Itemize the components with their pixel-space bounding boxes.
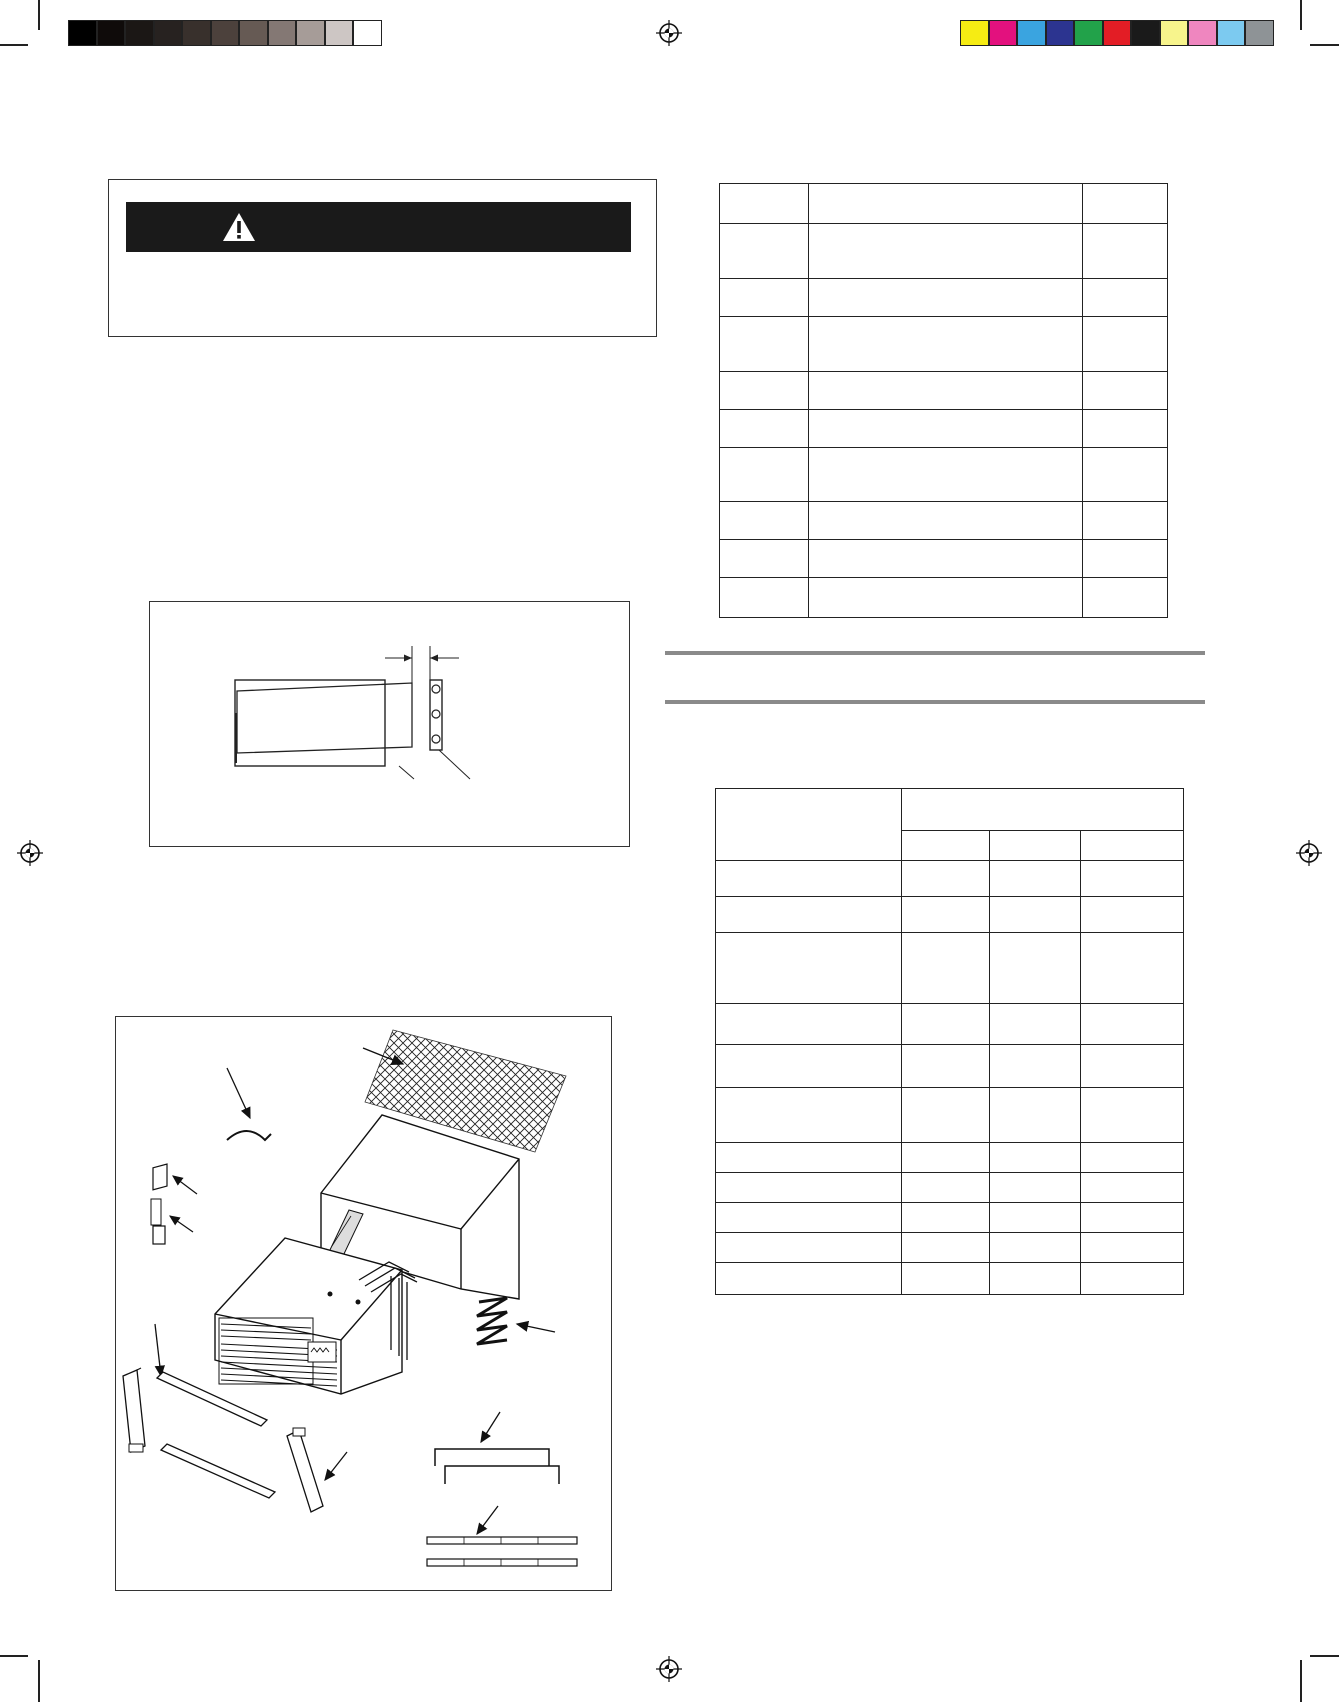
table-row <box>716 861 1184 897</box>
crop-mark <box>1300 1660 1302 1702</box>
crop-mark <box>0 44 28 46</box>
table-cell <box>809 372 1083 410</box>
calibration-swatch <box>1188 20 1217 46</box>
table-row <box>720 184 1168 224</box>
crop-mark <box>1310 44 1339 46</box>
table-cell <box>1081 831 1184 861</box>
calibration-swatch <box>1074 20 1103 46</box>
table-cell <box>809 540 1083 578</box>
table-cell <box>1083 279 1168 317</box>
section-top-rule <box>665 651 1205 655</box>
table-cell <box>1083 410 1168 448</box>
table-row <box>716 1233 1184 1263</box>
table-cell <box>720 410 809 448</box>
table-cell <box>1081 897 1184 933</box>
table-cell <box>1083 502 1168 540</box>
table-row <box>720 317 1168 372</box>
crop-mark <box>0 1655 28 1657</box>
exploded-parts-diagram <box>115 1016 612 1591</box>
table-cell <box>990 1088 1081 1143</box>
table-cell <box>720 540 809 578</box>
table-cell <box>1081 1233 1184 1263</box>
table-cell <box>902 1233 990 1263</box>
table-cell <box>716 1045 902 1088</box>
calibration-swatch <box>268 20 297 46</box>
table-cell <box>809 279 1083 317</box>
table-cell <box>990 1004 1081 1045</box>
table-cell <box>716 1203 902 1233</box>
table-cell <box>990 1045 1081 1088</box>
calibration-swatch <box>1131 20 1160 46</box>
crop-mark <box>1310 1655 1339 1657</box>
table-cell <box>716 1143 902 1173</box>
table-cell <box>1081 1173 1184 1203</box>
table-cell <box>902 1173 990 1203</box>
table-row <box>716 1143 1184 1173</box>
table-cell <box>1081 1004 1184 1045</box>
table-cell <box>716 933 902 1004</box>
table-cell <box>716 1004 902 1045</box>
registration-target-icon <box>656 1656 682 1682</box>
table-row <box>716 897 1184 933</box>
table-cell <box>716 1173 902 1203</box>
table-cell <box>1081 1143 1184 1173</box>
crop-mark <box>1300 0 1302 30</box>
table-cell <box>990 861 1081 897</box>
table-cell <box>1083 317 1168 372</box>
calibration-swatch <box>68 20 97 46</box>
table-row <box>720 578 1168 618</box>
table-cell <box>1083 184 1168 224</box>
calibration-swatch <box>989 20 1018 46</box>
table-cell <box>902 897 990 933</box>
calibration-swatch <box>239 20 268 46</box>
table-cell <box>902 1004 990 1045</box>
calibration-swatch <box>125 20 154 46</box>
table-row <box>716 1263 1184 1295</box>
calibration-swatch <box>1103 20 1132 46</box>
table-row <box>720 448 1168 502</box>
calibration-swatch <box>1160 20 1189 46</box>
parts-list-table <box>719 183 1168 618</box>
table-header-cell <box>902 789 1184 831</box>
table-cell <box>716 861 902 897</box>
table-cell <box>990 1233 1081 1263</box>
table-cell <box>716 789 902 861</box>
specifications-table <box>715 788 1184 1295</box>
registration-target-icon <box>17 840 43 866</box>
table-cell <box>720 224 809 279</box>
table-header-row <box>716 789 1184 831</box>
calibration-swatch <box>182 20 211 46</box>
table-cell <box>716 1263 902 1295</box>
table-cell <box>716 1088 902 1143</box>
calibration-swatch <box>1046 20 1075 46</box>
table-cell <box>1083 540 1168 578</box>
clearance-diagram <box>149 601 630 847</box>
table-cell <box>1081 1045 1184 1088</box>
table-cell <box>720 184 809 224</box>
section-bottom-rule <box>665 700 1205 704</box>
table-cell <box>809 317 1083 372</box>
table-cell <box>720 372 809 410</box>
table-cell <box>1083 578 1168 618</box>
table-cell <box>809 224 1083 279</box>
warning-triangle-icon <box>222 212 256 242</box>
table-row <box>720 279 1168 317</box>
table-row <box>716 1173 1184 1203</box>
table-row <box>716 1088 1184 1143</box>
table-cell <box>1081 1088 1184 1143</box>
table-cell <box>902 861 990 897</box>
calibration-swatch <box>1017 20 1046 46</box>
table-cell <box>809 184 1083 224</box>
table-row <box>716 933 1184 1004</box>
calibration-swatch <box>154 20 183 46</box>
table-cell <box>990 1203 1081 1233</box>
table-cell <box>720 317 809 372</box>
table-cell <box>990 933 1081 1004</box>
table-cell <box>902 1088 990 1143</box>
calibration-swatch <box>1217 20 1246 46</box>
table-cell <box>716 897 902 933</box>
calibration-swatch <box>296 20 325 46</box>
table-cell <box>720 448 809 502</box>
calibration-swatch <box>97 20 126 46</box>
table-cell <box>720 279 809 317</box>
table-cell <box>990 831 1081 861</box>
warning-header-bar <box>126 202 631 252</box>
table-row <box>720 372 1168 410</box>
table-cell <box>902 1143 990 1173</box>
table-cell <box>1083 448 1168 502</box>
table-cell <box>902 831 990 861</box>
table-cell <box>990 897 1081 933</box>
table-row <box>716 1045 1184 1088</box>
table-row <box>720 502 1168 540</box>
table-cell <box>990 1143 1081 1173</box>
table-cell <box>716 1233 902 1263</box>
table-cell <box>902 933 990 1004</box>
registration-target-icon <box>656 20 682 46</box>
crop-mark <box>38 1660 40 1702</box>
table-cell <box>809 410 1083 448</box>
table-cell <box>902 1203 990 1233</box>
registration-target-icon <box>1296 840 1322 866</box>
table-cell <box>1081 1203 1184 1233</box>
table-cell <box>1081 933 1184 1004</box>
table-cell <box>1081 861 1184 897</box>
table-row <box>716 1004 1184 1045</box>
calibration-swatch <box>325 20 354 46</box>
warning-box <box>108 179 657 337</box>
table-cell <box>1081 1263 1184 1295</box>
calibration-swatch <box>211 20 240 46</box>
table-row <box>720 410 1168 448</box>
table-row <box>720 540 1168 578</box>
table-cell <box>809 578 1083 618</box>
table-cell <box>720 578 809 618</box>
table-cell <box>902 1263 990 1295</box>
calibration-swatch <box>1245 20 1274 46</box>
table-cell <box>902 1045 990 1088</box>
table-cell <box>809 502 1083 540</box>
table-cell <box>990 1263 1081 1295</box>
table-cell <box>990 1173 1081 1203</box>
table-row <box>720 224 1168 279</box>
table-cell <box>720 502 809 540</box>
calibration-swatch <box>960 20 989 46</box>
table-row <box>716 1203 1184 1233</box>
crop-mark <box>38 0 40 30</box>
table-cell <box>1083 372 1168 410</box>
table-cell <box>1083 224 1168 279</box>
calibration-swatch <box>353 20 382 46</box>
table-cell <box>809 448 1083 502</box>
